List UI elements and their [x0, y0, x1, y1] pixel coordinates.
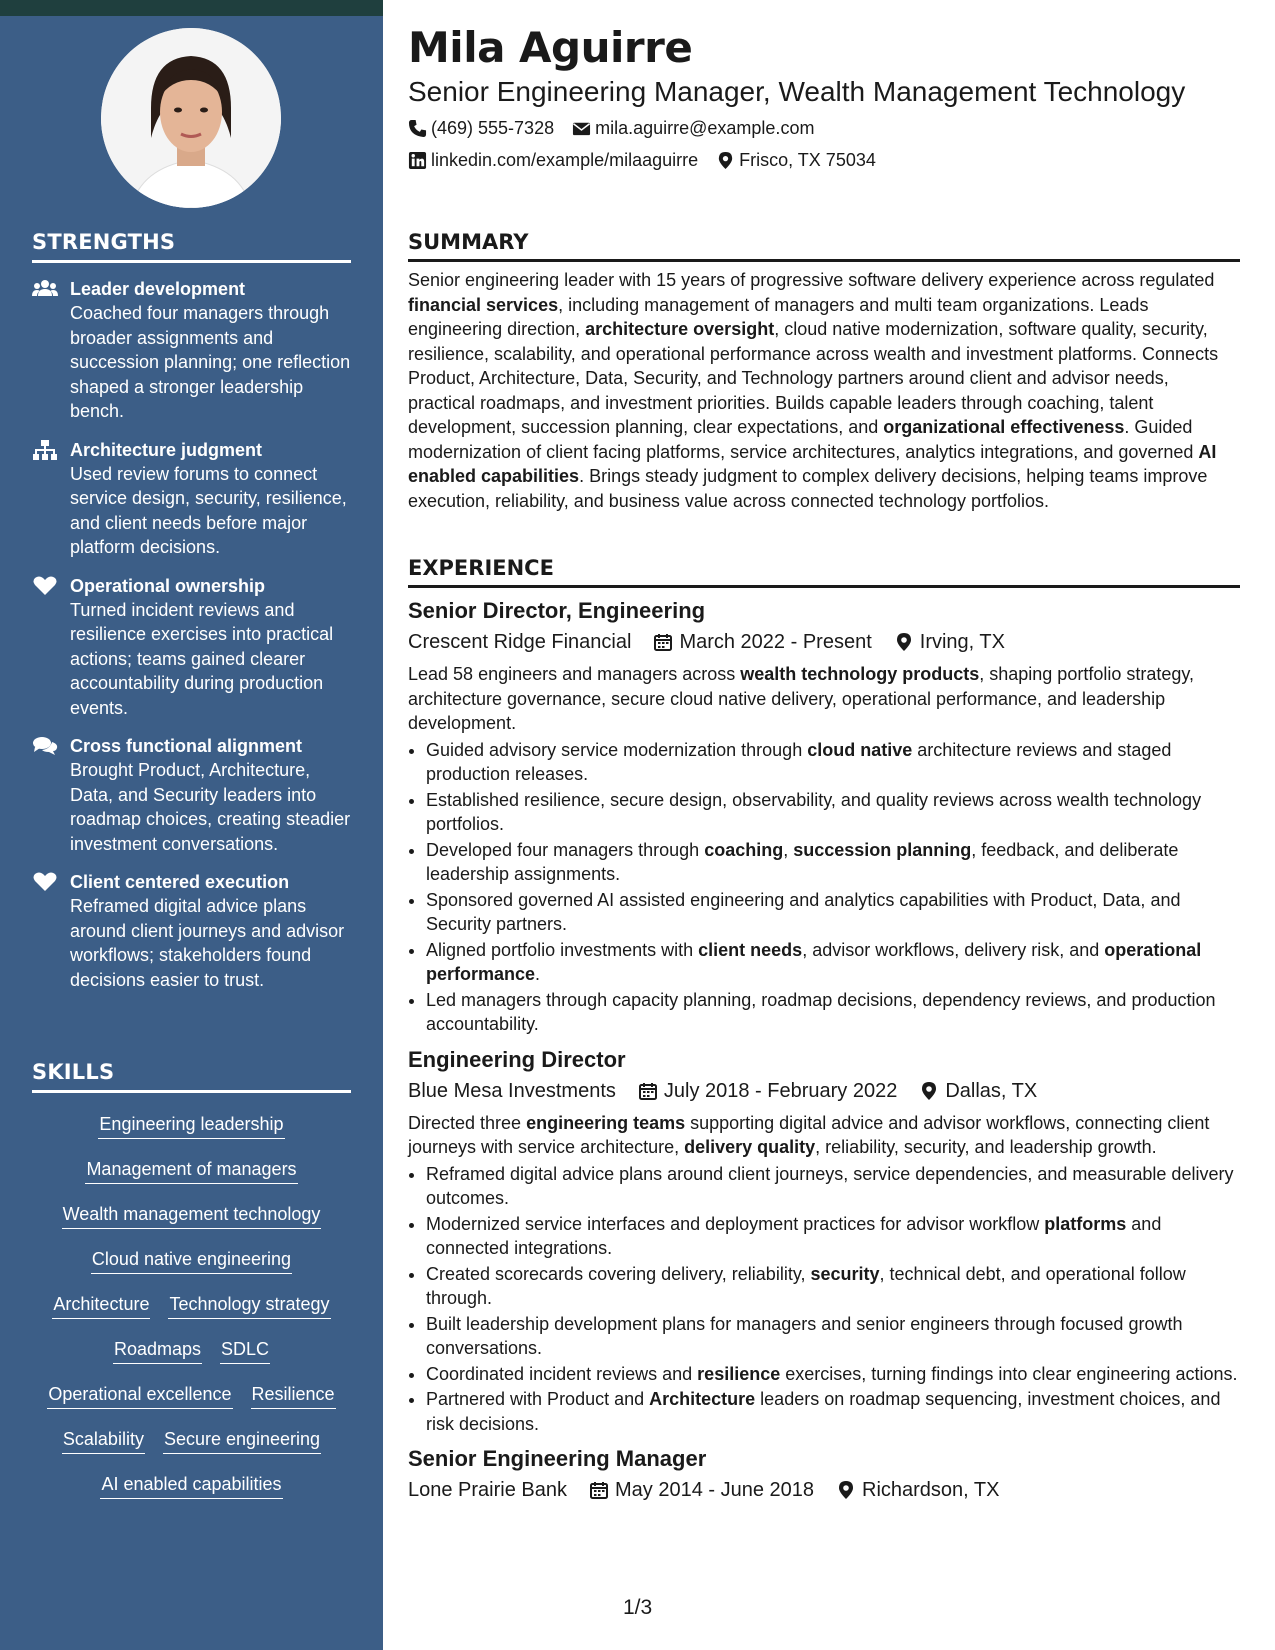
job-meta	[408, 1474, 1240, 1506]
candidate-title: Senior Engineering Manager, Wealth Management Technology	[408, 76, 1186, 107]
job-bullet: • Sponsored governed AI assisted engineering and analytics capabilities with Product, Data, and Security partners.	[426, 888, 1240, 937]
skill-tag: Wealth management technology	[62, 1203, 322, 1229]
strengths-heading: STRENGTHS	[32, 230, 351, 263]
job-bullet: • Reframed digital advice plans around client journeys, service dependencies, and measurable delivery outcomes.	[426, 1162, 1240, 1211]
sitemap-icon	[32, 439, 58, 461]
job-location: Richardson, TX	[862, 1479, 1000, 1501]
skill-tag: Secure engineering	[163, 1428, 321, 1454]
job-location: Dallas, TX	[945, 1079, 1038, 1102]
job-bullet: • Developed four managers through coaching, succession planning, feedback, and deliberate leadership assignments.	[426, 838, 1240, 887]
strength-desc: Used review forums to connect service design, security, resilience, and client needs before major platform decisions.	[70, 463, 347, 557]
skill-tag: Management of managers	[85, 1158, 297, 1184]
strength-desc: Brought Product, Architecture, Data, and Security leaders into roadmap choices, creating steadier investment conversations.	[70, 760, 351, 854]
calendar-icon	[638, 1081, 658, 1101]
skill-row	[32, 1373, 351, 1418]
skill-tag: Roadmaps	[113, 1338, 202, 1364]
strength-item	[32, 870, 351, 992]
jobs-list	[408, 596, 1240, 1506]
job-bullet: • Created scorecards covering delivery, reliability, security, technical debt, and operational follow through.	[426, 1262, 1240, 1311]
skills-section	[32, 1060, 351, 1508]
location-contact	[716, 144, 876, 176]
strength-item	[32, 574, 351, 721]
job-company: Lone Prairie Bank	[408, 1479, 567, 1501]
profile-photo	[101, 28, 281, 208]
job-bullet: • Established resilience, secure design, observability, and quality reviews across wealth technology portfolios.	[426, 788, 1240, 837]
contact-row-2	[408, 144, 1240, 176]
job-bullets	[408, 738, 1240, 1037]
map-pin-icon	[836, 1480, 856, 1500]
heart-icon	[32, 871, 58, 893]
job-dates: March 2022 - Present	[679, 631, 872, 653]
contact-row	[408, 112, 1240, 144]
strength-title: Client centered execution	[70, 872, 290, 892]
phone-contact	[408, 112, 554, 144]
strength-title: Architecture judgment	[70, 439, 263, 460]
sidebar	[0, 0, 383, 1650]
skill-row	[32, 1418, 351, 1463]
users-icon	[32, 278, 58, 300]
skill-tag: AI enabled capabilities	[100, 1473, 282, 1499]
job-description: Directed three engineering teams supporting digital advice and advisor workflows, connecting client journeys with service architecture, delivery quality, reliability, security, and leadership growth.	[408, 1112, 1210, 1157]
map-pin-icon	[919, 1081, 939, 1101]
skill-row	[32, 1103, 351, 1148]
calendar-icon	[653, 632, 673, 652]
job-bullets	[408, 1162, 1240, 1437]
skill-row	[32, 1238, 351, 1283]
strength-item	[32, 734, 351, 856]
job-location: Irving, TX	[919, 631, 1005, 653]
linkedin-icon	[408, 151, 427, 170]
job-entry	[408, 1444, 1240, 1506]
comments-icon	[32, 735, 58, 757]
map-pin-icon	[894, 632, 914, 652]
job-company: Crescent Ridge Financial	[408, 631, 632, 653]
phone-icon	[408, 119, 427, 138]
job-entry	[408, 596, 1240, 1037]
skill-tag: Architecture	[52, 1293, 150, 1319]
job-meta	[408, 626, 1240, 658]
email-text[interactable]: mila.aguirre@example.com	[595, 118, 815, 138]
summary-text: Senior engineering leader with 15 years of progressive software delivery experience across regulated financial services, including management of managers and multi team organizations. Leads engineering direction, architecture oversight, cloud native modernization, software quality, security, resilience, scalability, and operational performance across wealth and investment platforms. Connects Product, Architecture, Data, Security, and Technology partners around client and advisor needs, practical roadmaps, and investment priorities. Builds capable leaders through coaching, talent development, succession planning, clear expectations, and organizational effectiveness. Guided modernization of client facing platforms, service architectures, analytics integrations, and governed AI enabled capabilities. Brings steady judgment to complex delivery decisions, helping teams improve execution, reliability, and business value across connected technology portfolios.	[408, 270, 1219, 511]
summary-heading: SUMMARY	[408, 230, 1240, 262]
skill-tag: Scalability	[62, 1428, 145, 1454]
job-entry	[408, 1045, 1240, 1437]
job-bullet: • Guided advisory service modernization through cloud native architecture reviews and staged production releases.	[426, 738, 1240, 787]
strength-desc: Turned incident reviews and resilience exercises into practical actions; teams gained clearer accountability during production events.	[70, 599, 334, 718]
experience-heading: EXPERIENCE	[408, 556, 1240, 588]
strength-title: Operational ownership	[70, 575, 266, 596]
phone-text: (469) 555-7328	[431, 118, 555, 138]
strength-title: Cross functional alignment	[70, 736, 303, 756]
header	[408, 22, 1240, 176]
strength-desc: Reframed digital advice plans around client journeys and advisor workflows; stakeholders found decisions easier to trust.	[70, 896, 345, 990]
skill-row	[32, 1328, 351, 1373]
location-text: Frisco, TX 75034	[739, 150, 876, 170]
sidebar-top-bar	[0, 0, 383, 16]
envelope-icon	[572, 119, 591, 138]
email-contact[interactable]	[572, 112, 814, 144]
job-bullet: • Led managers through capacity planning, roadmap decisions, dependency reviews, and production accountability.	[426, 988, 1240, 1037]
heart-icon	[32, 575, 58, 597]
job-bullet: • Modernized service interfaces and deployment practices for advisor workflow platforms and connected integrations.	[426, 1212, 1240, 1261]
linkedin-contact[interactable]	[408, 144, 698, 176]
job-title: Senior Director, Engineering	[408, 598, 706, 623]
job-bullet: • Coordinated incident reviews and resilience exercises, turning findings into clear engineering actions.	[426, 1362, 1240, 1387]
skill-tag: SDLC	[220, 1338, 270, 1364]
job-bullet: • Partnered with Product and Architecture leaders on roadmap sequencing, investment choices, and risk decisions.	[426, 1387, 1240, 1436]
skill-tag: Operational excellence	[47, 1383, 232, 1409]
skill-row	[32, 1148, 351, 1193]
strengths-section	[32, 230, 351, 992]
skills-heading: SKILLS	[32, 1060, 351, 1093]
skill-tag: Resilience	[251, 1383, 336, 1409]
job-title: Engineering Director	[408, 1046, 626, 1072]
job-bullet: • Built leadership development plans for managers and senior engineers through focused growth conversations.	[426, 1312, 1240, 1361]
linkedin-text[interactable]: linkedin.com/example/milaaguirre	[431, 150, 699, 170]
skill-row	[32, 1283, 351, 1328]
strength-item	[32, 438, 351, 560]
skill-tag: Technology strategy	[168, 1293, 330, 1319]
skills-list	[32, 1103, 351, 1508]
calendar-icon	[589, 1480, 609, 1500]
strength-title: Leader development	[70, 279, 246, 299]
skill-row	[32, 1193, 351, 1238]
skill-tag: Cloud native engineering	[91, 1248, 292, 1274]
map-pin-icon	[716, 151, 735, 170]
job-dates: May 2014 - June 2018	[614, 1479, 815, 1501]
strength-desc: Coached four managers through broader assignments and succession planning; one reflection shaped a stronger leadership bench.	[70, 303, 351, 421]
summary-section	[408, 230, 1240, 513]
skill-tag: Engineering leadership	[98, 1113, 284, 1139]
job-meta	[408, 1075, 1240, 1107]
candidate-name: Mila Aguirre	[408, 23, 693, 72]
job-company: Blue Mesa Investments	[408, 1079, 616, 1102]
job-title: Senior Engineering Manager	[408, 1446, 707, 1471]
job-dates: July 2018 - February 2022	[663, 1079, 898, 1102]
job-description: Lead 58 engineers and managers across wealth technology products, shaping portfolio strategy, architecture governance, secure cloud native delivery, operational performance, and leadership development.	[408, 664, 1195, 733]
strength-item	[32, 277, 351, 424]
skill-row	[32, 1463, 351, 1508]
experience-section	[408, 556, 1240, 1506]
page-number: 1/3	[623, 1596, 653, 1619]
job-bullet: • Aligned portfolio investments with client needs, advisor workflows, delivery risk, and operational performance.	[426, 938, 1240, 987]
